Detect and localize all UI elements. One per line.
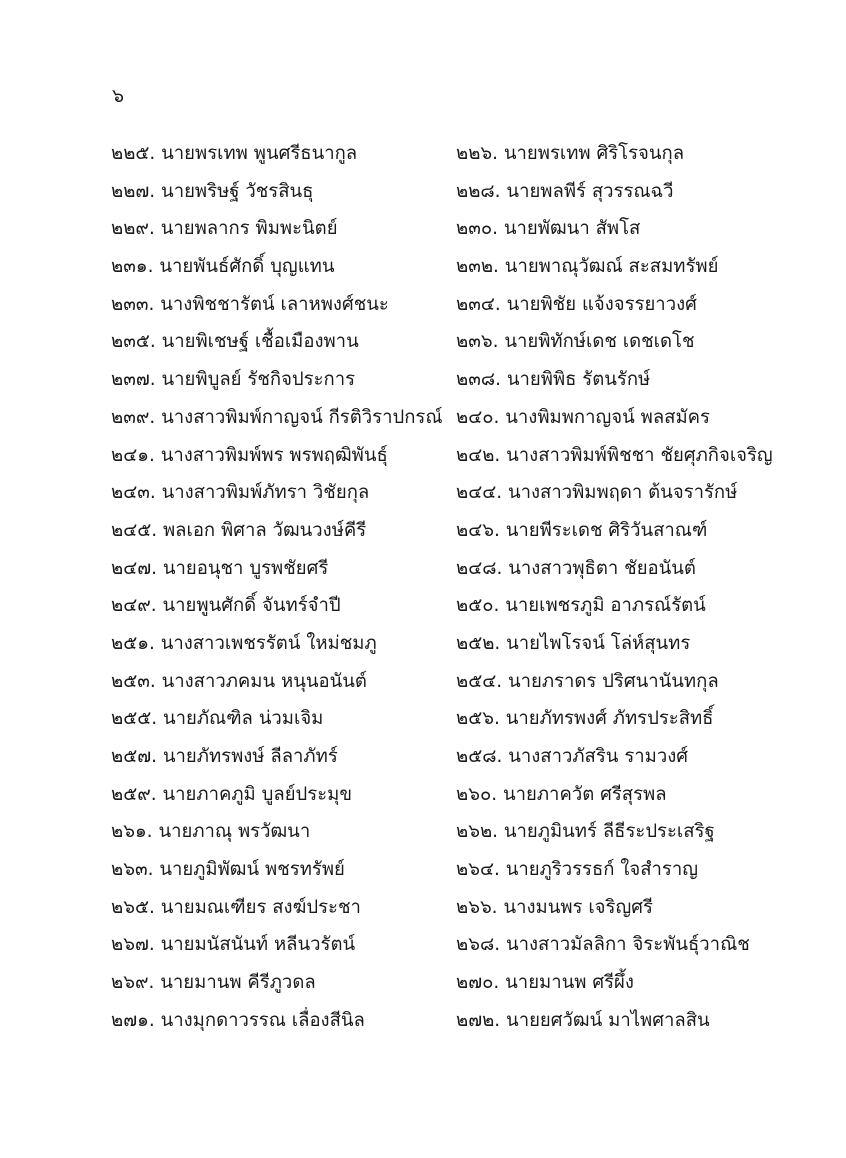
name-entry: ๒๒๗. นายพริษฐ์ วัชรสินธุ: [111, 180, 314, 202]
name-entry: ๒๔๗. นายอนุชา บูรพชัยศรี: [111, 557, 329, 579]
name-entry: ๒๔๒. นางสาวพิมพ์พิชชา ชัยศุภกิจเจริญ: [456, 444, 773, 466]
name-entry: ๒๔๑. นางสาวพิมพ์พร พรพฤฒิพันธุ์: [111, 444, 388, 466]
name-entry: ๒๓๕. นายพิเชษฐ์ เชื้อเมืองพาน: [111, 331, 359, 353]
name-row: [111, 818, 771, 856]
name-entry: ๒๓๗. นายพิบูลย์ รัชกิจประการ: [111, 369, 356, 391]
name-entry: ๒๖๕. นายมณเฑียร สงฆ์ประชา: [111, 896, 361, 918]
name-row: [111, 894, 771, 932]
name-entry: ๒๖๘. นางสาวมัลลิกา จิระพันธุ์วาณิช: [456, 934, 750, 956]
name-entry: ๒๗๒. นายยศวัฒน์ มาไพศาลสิน: [456, 1009, 710, 1031]
name-entry: ๒๓๐. นายพัฒนา สัพโส: [456, 218, 641, 240]
name-row: [111, 705, 771, 743]
name-entry: ๒๔๖. นายพีระเดช ศิริวันสาณฑ์: [456, 519, 708, 541]
name-row: [111, 291, 771, 329]
name-entry: ๒๒๕. นายพรเทพ พูนศรีธนากูล: [111, 143, 358, 164]
name-row: [111, 592, 771, 630]
name-row: [111, 743, 771, 781]
name-row: [111, 555, 771, 593]
name-entry: ๒๔๕. พลเอก พิศาล วัฒนวงษ์คีรี: [111, 519, 367, 541]
name-entry: ๒๔๘. นางสาวพุธิตา ชัยอนันต์: [456, 557, 696, 579]
name-row: [111, 781, 771, 819]
name-entry: ๒๖๖. นางมนพร เจริญศรี: [456, 896, 653, 918]
name-row: [111, 517, 771, 555]
name-entry: ๒๔๓. นางสาวพิมพ์ภัทรา วิชัยกุล: [111, 482, 370, 504]
name-entry: ๒๕๖. นายภัทรพงศ์ ภัทรประสิทธิ์: [456, 708, 714, 730]
name-entry: ๒๓๒. นายพาณุวัฒณ์ สะสมทรัพย์: [456, 256, 719, 278]
name-row: [111, 969, 771, 1007]
name-entry: ๒๔๔. นางสาวพิมพฤดา ต้นจรารักษ์: [456, 482, 738, 504]
name-entry: ๒๖๔. นายภูริวรรธก์ ใจสำราญ: [456, 859, 698, 881]
name-entry: ๒๒๘. นายพลพีร์ สุวรรณฉวี: [456, 180, 674, 202]
name-entry: ๒๕๓. นางสาวภคมน หนุนอนันต์: [111, 670, 367, 692]
name-entry: ๒๔๙. นายพูนศักดิ์ จันทร์จำปี: [111, 595, 341, 617]
name-entry: ๒๓๘. นายพิพิธ รัตนรักษ์: [456, 369, 651, 391]
name-row: [111, 328, 771, 366]
name-row: [111, 630, 771, 668]
name-row: [111, 479, 771, 517]
name-list: [111, 140, 771, 1045]
name-entry: ๒๗๐. นายมานพ ศรีผึ้ง: [456, 972, 634, 994]
name-entry: ๒๓๓. นางพิชชารัตน์ เลาหพงศ์ชนะ: [111, 293, 389, 315]
name-entry: ๒๕๙. นายภาคภูมิ บูลย์ประมุข: [111, 783, 352, 805]
name-entry: ๒๖๓. นายภูมิพัฒน์ พชรทรัพย์: [111, 859, 345, 881]
name-entry: ๒๔๐. นางพิมพกาญจน์ พลสมัคร: [456, 406, 710, 428]
name-row: [111, 668, 771, 706]
name-entry: ๒๕๕. นายภัณฑิล น่วมเจิม: [111, 708, 324, 730]
name-entry: ๒๓๙. นางสาวพิมพ์กาญจน์ กีรติวิราปกรณ์: [111, 406, 443, 428]
name-row: [111, 178, 771, 216]
name-row: [111, 442, 771, 480]
name-entry: ๒๕๑. นางสาวเพชรรัตน์ ใหม่ชมภู: [111, 632, 377, 654]
name-row: [111, 931, 771, 969]
name-entry: ๒๓๑. นายพันธ์ศักดิ์ บุญแทน: [111, 256, 335, 278]
name-entry: ๒๒๖. นายพรเทพ ศิริโรจนกุล: [456, 143, 685, 164]
name-row: [111, 215, 771, 253]
name-entry: ๒๖๒. นายภูมินทร์ ลีธีระประเสริฐ: [456, 821, 715, 843]
name-row: [111, 404, 771, 442]
name-entry: ๒๕๒. นายไพโรจน์ โล่ห์สุนทร: [456, 632, 691, 654]
name-row: [111, 140, 771, 178]
name-row: [111, 253, 771, 291]
name-entry: ๒๖๗. นายมนัสนันท์ หลีนวรัตน์: [111, 934, 356, 956]
name-entry: ๒๕๐. นายเพชรภูมิ อาภรณ์รัตน์: [456, 595, 706, 617]
name-entry: ๒๓๔. นายพิชัย แจ้งจรรยาวงศ์: [456, 293, 697, 315]
name-entry: ๒๕๘. นางสาวภัสริน รามวงศ์: [456, 746, 688, 767]
name-entry: ๒๕๗. นายภัทรพงษ์ ลีลาภัทร์: [111, 746, 338, 767]
name-entry: ๒๗๑. นางมุกดาวรรณ เลื่องสีนิล: [111, 1009, 365, 1031]
name-entry: ๒๕๔. นายภราดร ปริศนานันทกุล: [456, 670, 719, 692]
name-row: [111, 1007, 771, 1045]
name-entry: ๒๒๙. นายพลากร พิมพะนิตย์: [111, 218, 338, 240]
name-entry: ๒๓๖. นายพิทักษ์เดช เดชเดโช: [456, 331, 695, 353]
name-row: [111, 856, 771, 894]
name-entry: ๒๖๙. นายมานพ คีรีภูวดล: [111, 972, 316, 994]
page-number: ๖: [112, 85, 125, 107]
name-entry: ๒๖๑. นายภาณุ พรวัฒนา: [111, 821, 311, 843]
name-entry: ๒๖๐. นายภาควัต ศรีสุรพล: [456, 783, 667, 805]
name-row: [111, 366, 771, 404]
